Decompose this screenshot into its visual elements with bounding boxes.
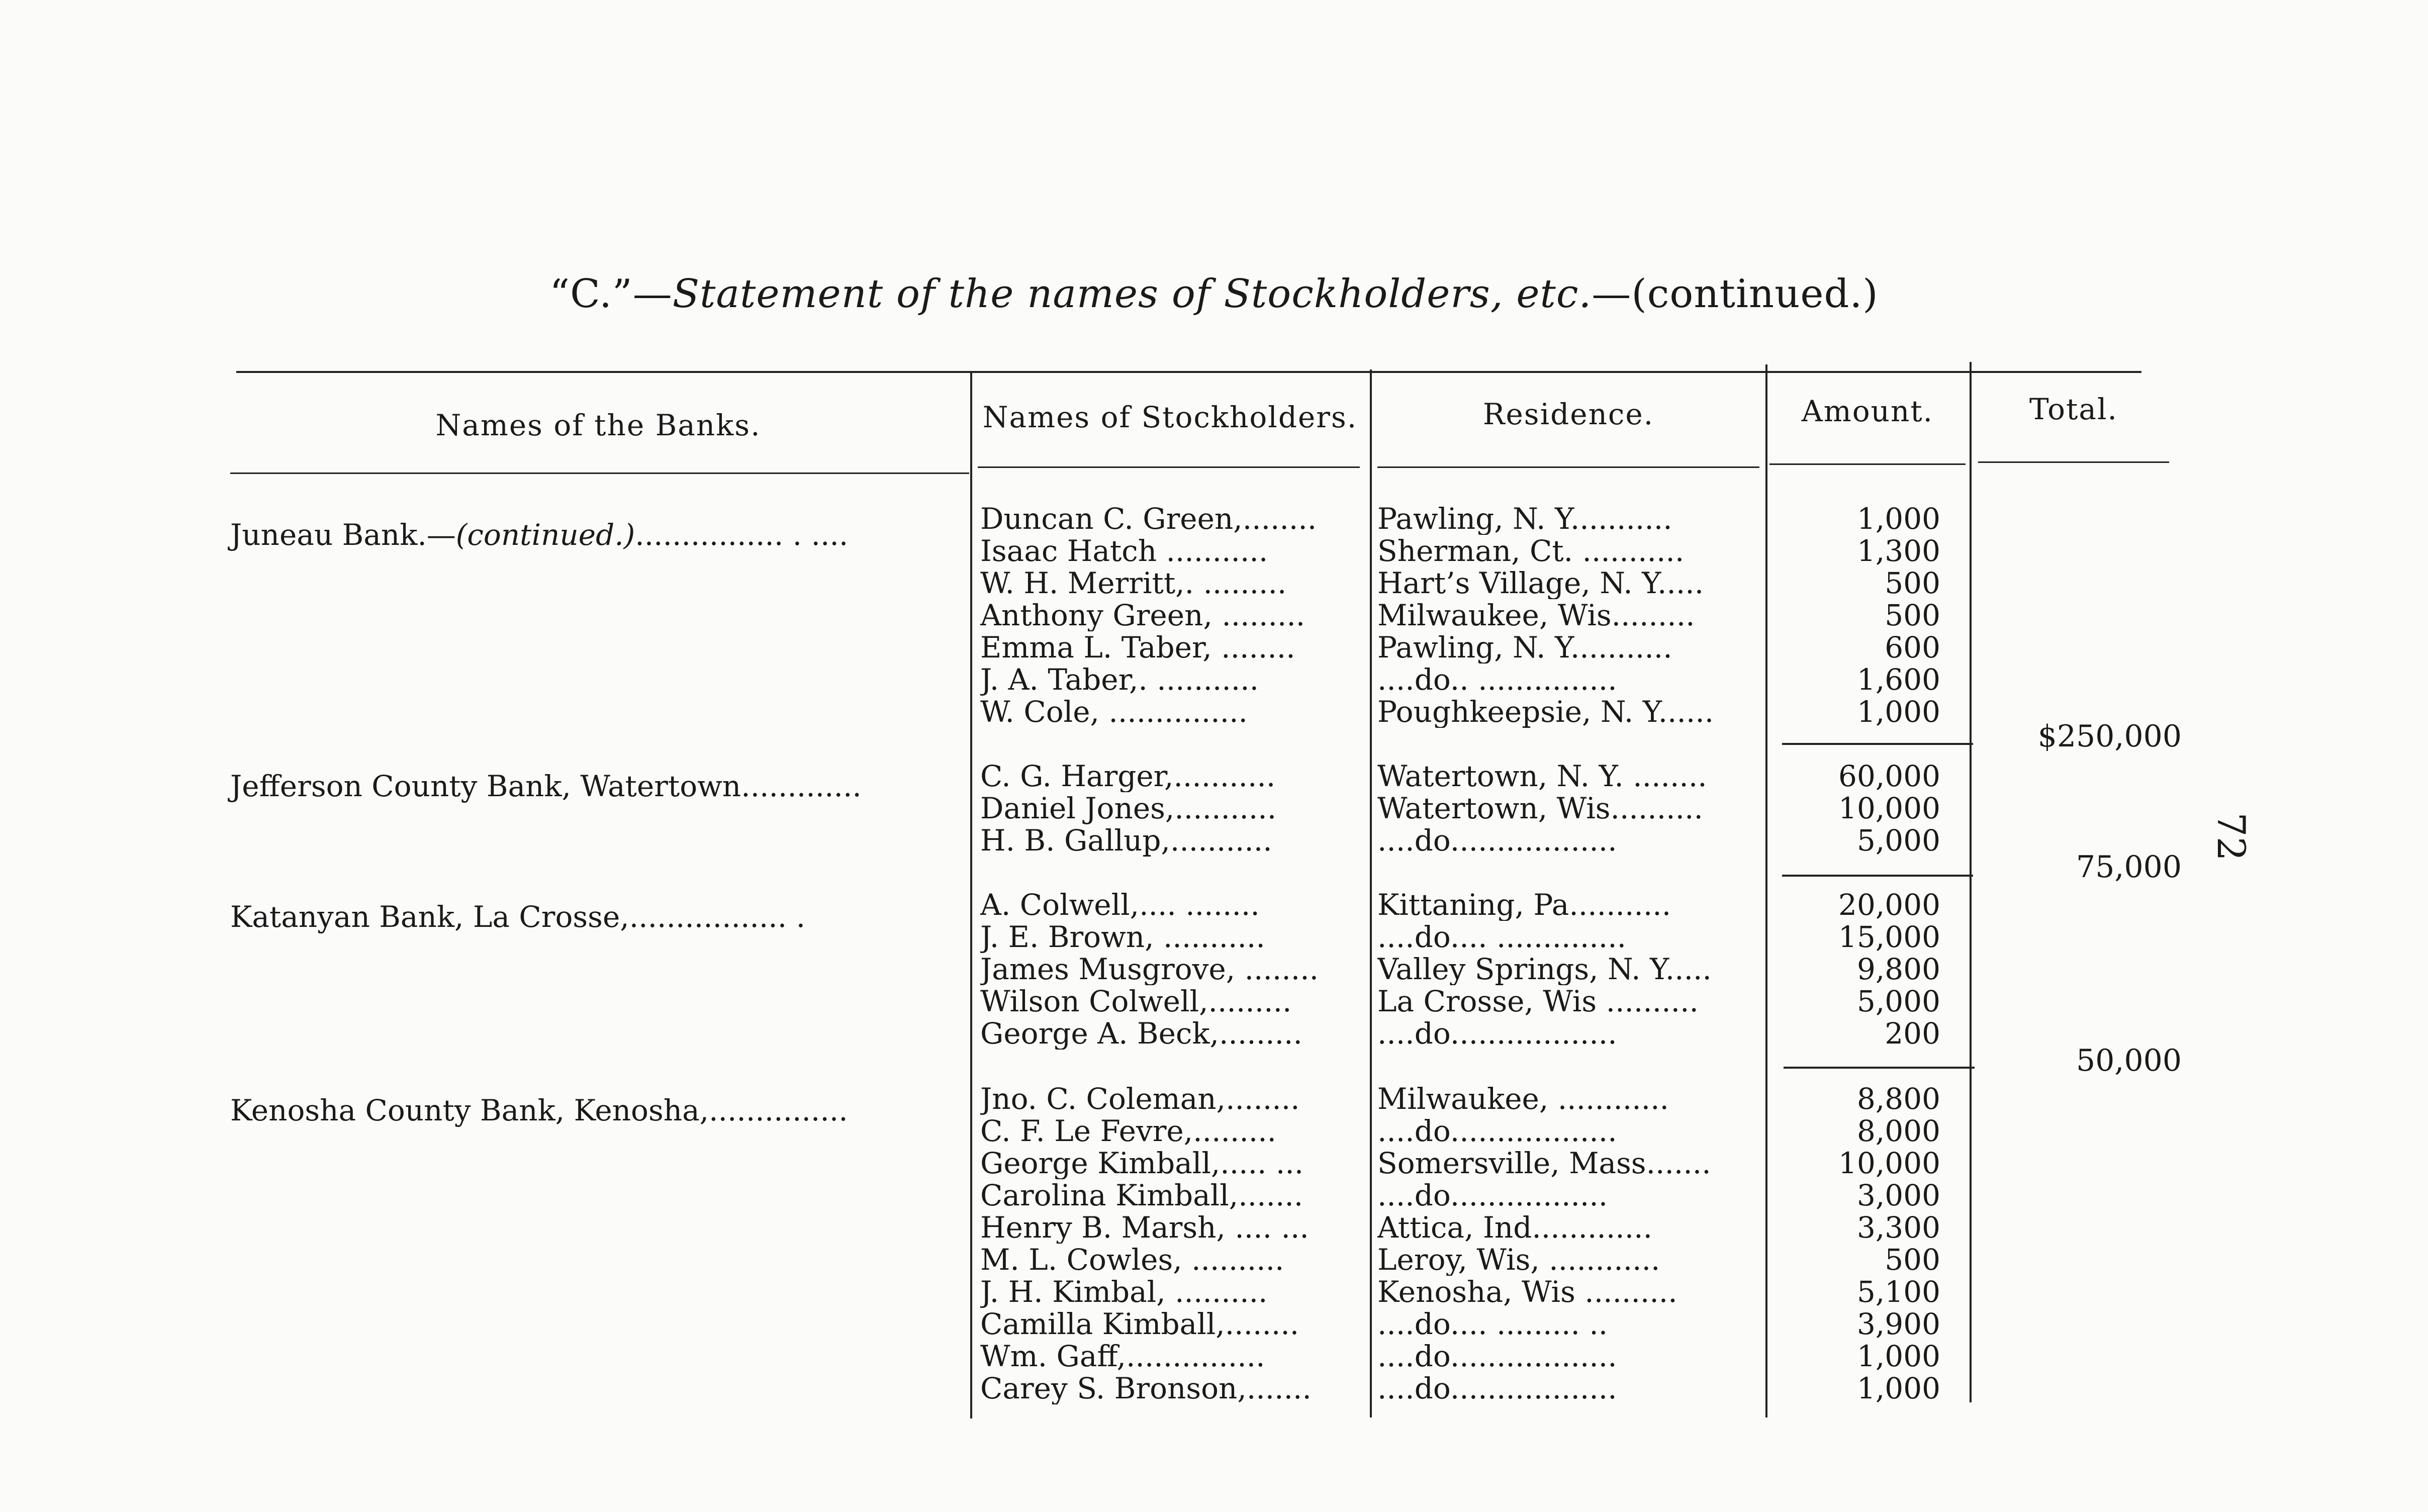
header-rule-banks	[230, 472, 969, 474]
table-row: Isaac Hatch ........... Sherman, Ct. ........... 1,300	[980, 535, 1940, 567]
header-amount: Amount.	[1801, 394, 1934, 428]
table-row: Emma L. Taber, ........ Pawling, N. Y........... 600	[980, 631, 1940, 664]
group-total: 75,000	[2076, 849, 2182, 885]
subtotal-rule	[1782, 743, 1973, 745]
table-row: J. H. Kimbal, .......... Kenosha, Wis .......... 5,100	[980, 1276, 1940, 1308]
table-row: Camilla Kimball,........ ....do.... ......... .. 3,900	[980, 1308, 1940, 1340]
table-row: M. L. Cowles, .......... Leroy, Wis, ............ 500	[980, 1244, 1940, 1276]
table-row: Daniel Jones,........... Watertown, Wis.......... 10,000	[980, 792, 1940, 824]
bank-name: Juneau Bank.—(continued.)................ . ....	[230, 518, 849, 552]
title-tail: —(continued.)	[1592, 271, 1879, 317]
table-row: C. G. Harger,........... Watertown, N. Y. ........ 60,000	[980, 760, 1940, 792]
table-row: George A. Beck,......... ....do.................. 200	[980, 1017, 1940, 1050]
header-banks: Names of the Banks.	[435, 408, 761, 442]
table-row: J. E. Brown, ........... ....do.... .............. 15,000	[980, 921, 1940, 953]
table-row: Wilson Colwell,......... La Crosse, Wis .......... 5,000	[980, 985, 1940, 1017]
bank-name: Jefferson County Bank, Watertown.............	[230, 769, 862, 803]
table-row: J. A. Taber,. ........... ....do.. ............... 1,600	[980, 664, 1940, 696]
table-row: W. Cole, ............... Poughkeepsie, N. Y...... 1,000	[980, 696, 1940, 728]
header-total: Total.	[2029, 392, 2118, 426]
subtotal-rule	[1784, 1067, 1975, 1069]
header-rule-amount	[1769, 463, 1966, 465]
page-title	[0, 271, 2428, 317]
header-rule-stockholders	[978, 466, 1360, 468]
group-total: 50,000	[2076, 1043, 2182, 1078]
table-row: C. F. Le Fevre,......... ....do.................. 8,000	[980, 1115, 1940, 1147]
header-stockholders: Names of Stockholders.	[982, 400, 1358, 434]
bank-name: Kenosha County Bank, Kenosha,...............	[230, 1093, 848, 1127]
title-italic: Statement of the names of Stockholders, etc.	[672, 271, 1592, 317]
header-rule-residence	[1377, 466, 1759, 468]
page-number: 72	[2208, 812, 2254, 861]
table-row: Jno. C. Coleman,........ Milwaukee, ............ 8,800	[980, 1083, 1940, 1115]
bank-name: Katanyan Bank, La Crosse,................. .	[230, 900, 806, 934]
table-row: Duncan C. Green,........ Pawling, N. Y........... 1,000	[980, 503, 1940, 535]
table-row: Carolina Kimball,....... ....do................. 3,000	[980, 1179, 1940, 1211]
table-row: George Kimball,..... ... Somersville, Mass....... 10,000	[980, 1147, 1940, 1179]
table-row: Anthony Green, ......... Milwaukee, Wis......... 500	[980, 599, 1940, 631]
table-row: James Musgrove, ........ Valley Springs, N. Y..... 9,800	[980, 953, 1940, 985]
table-row: Wm. Gaff,............... ....do.................. 1,000	[980, 1340, 1940, 1372]
table-row: W. H. Merritt,. ......... Hart’s Village, N. Y..... 500	[980, 567, 1940, 599]
table-row: Henry B. Marsh, .... ... Attica, Ind............. 3,300	[980, 1211, 1940, 1244]
title-mark: “C.”—	[549, 271, 673, 317]
table-row: H. B. Gallup,........... ....do.................. 5,000	[980, 824, 1940, 857]
subtotal-rule	[1782, 875, 1973, 877]
group-total: $250,000	[2037, 719, 2182, 754]
table-row: A. Colwell,.... ........ Kittaning, Pa........... 20,000	[980, 889, 1940, 921]
header-residence: Residence.	[1482, 397, 1654, 431]
table-row: Carey S. Bronson,....... ....do.................. 1,000	[980, 1372, 1940, 1404]
header-rule-total	[1978, 461, 2169, 463]
table-top-rule	[236, 371, 2141, 373]
